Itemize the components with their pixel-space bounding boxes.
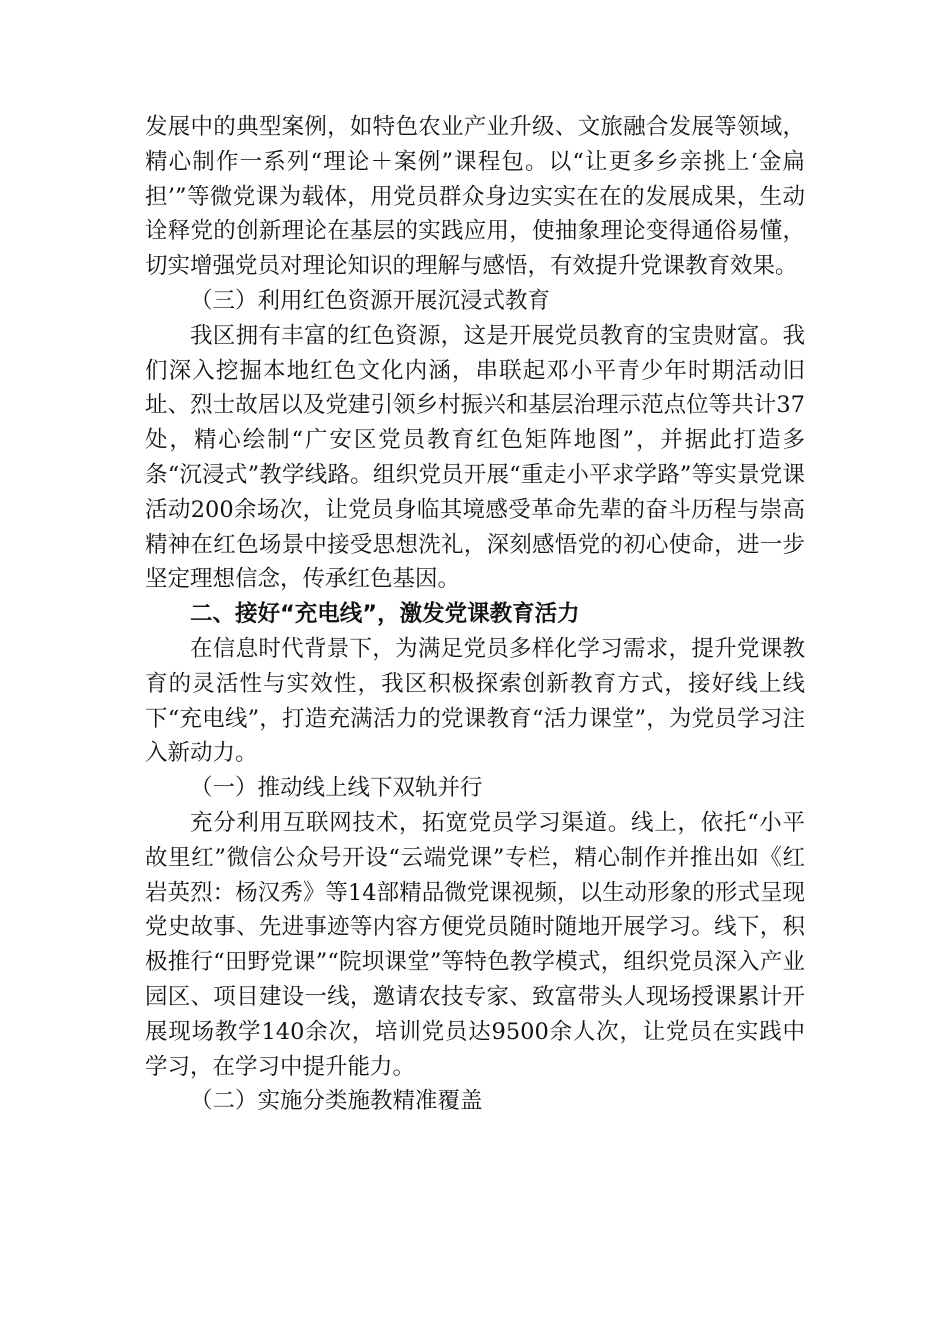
sub-heading-3-red-resources: （三）利用红色资源开展沉浸式教育 [190,287,551,314]
sub-heading-2-classified-teaching: （二）实施分类施教精准覆盖 [190,1088,483,1115]
paragraph-red-resources: 我区拥有丰富的红色资源，这是开展党员教育的宝贵财富。我们深入挖掘本地红色文化内涵，串联起邓小平青少年时期活动旧址、烈士故居以及党建引领乡村振兴和基层治理示范点位等共计37处，精心绘制“广安区党员教育红色矩阵地图”，并据此打造多条“沉浸式”教学线路。组织党员开展“重走小平求学路”等实景党课活动200余场次，让党员身临其境感受革命先辈的奋斗历程与崇高精神在红色场景中接受思想洗礼，深刻感悟党的初心使命，进一步坚定理想信念，传承红色基因。 [145,322,805,593]
sub-heading-1-online-offline: （一）推动线上线下双轨并行 [190,775,483,802]
document-body [145,110,805,1119]
paragraph-section-intro: 在信息时代背景下，为满足党员多样化学习需求，提升党课教育的灵活性与实效性，我区积极探索创新教育方式，接好线上线下“充电线”，打造充满活力的党课教育“活力课堂”，为党员学习注入新动力。 [145,635,805,767]
paragraph-continuation: 发展中的典型案例，如特色农业产业升级、文旅融合发展等领域，精心制作一系列“理论＋案例”课程包。以“让更多乡亲挑上‘金扁担’”等微党课为载体，用党员群众身边实实在在的发展成果，生动诠释党的创新理论在基层的实践应用，使抽象理论变得通俗易懂，切实增强党员对理论知识的理解与感悟，有效提升党课教育效果。 [145,114,805,280]
section-heading-2: 二、接好“充电线”，激发党课教育活力 [190,601,580,628]
paragraph-online-offline: 充分利用互联网技术，拓宽党员学习渠道。线上，依托“小平故里红”微信公众号开设“云端党课”专栏，精心制作并推出如《红岩英烈：杨汉秀》等14部精品微党课视频，以生动形象的形式呈现党史故事、先进事迹等内容方便党员随时随地开展学习。线下，积极推行“田野党课”“院坝课堂”等特色教学模式，组织党员深入产业园区、项目建设一线，邀请农技专家、致富带头人现场授课累计开展现场教学140余次，培训党员达9500余人次，让党员在实践中学习，在学习中提升能力。 [145,809,805,1080]
